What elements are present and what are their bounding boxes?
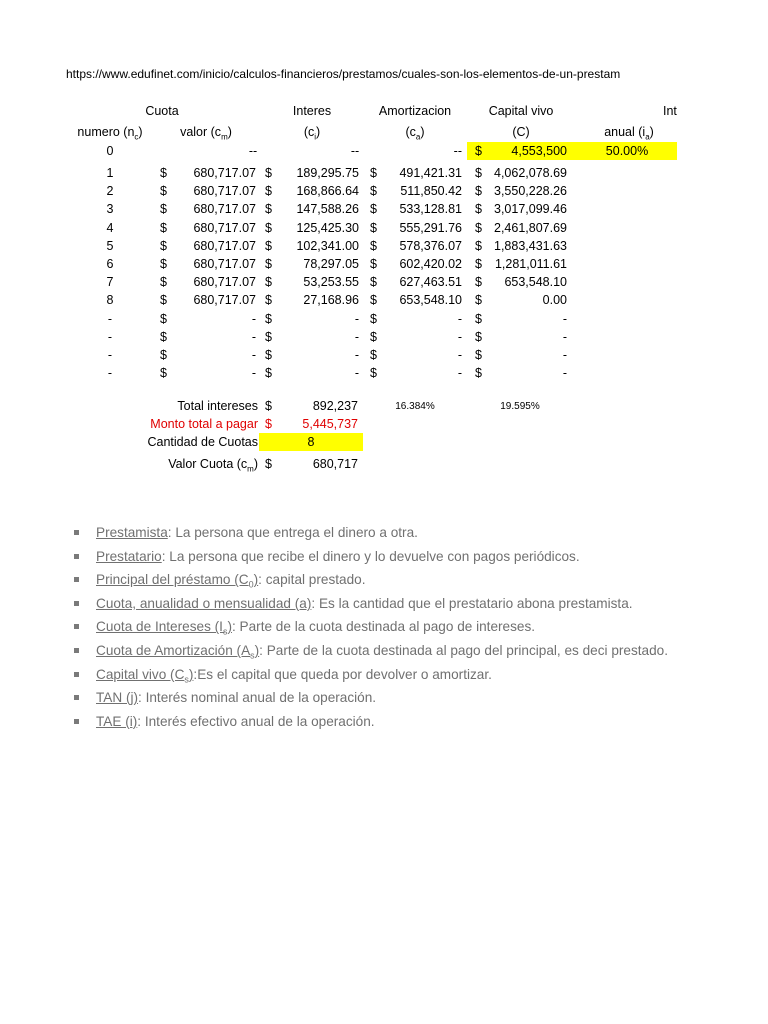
- row0-capital: 4,553,500: [511, 144, 567, 158]
- currency-sign: $: [265, 329, 272, 344]
- row-amortizacion: 491,421.31: [399, 166, 462, 180]
- definition-text: :Es el capital que queda por devolver o amortizar.: [193, 666, 492, 682]
- percent-1: 16.384%: [395, 401, 435, 412]
- source-url: https://www.edufinet.com/inicio/calculos-financieros/prestamos/cuales-son-los-elementos-de-un-prestam: [66, 67, 621, 81]
- definition-item: [72, 666, 678, 689]
- row-valor: 680,717.07: [193, 220, 256, 235]
- currency-sign: $: [265, 166, 272, 180]
- definition-term[interactable]: Cuota, anualidad o mensualidad (a): [96, 595, 312, 611]
- row-capital: 3,550,228.26: [494, 184, 567, 199]
- amortization-table: [0, 0, 678, 480]
- bullet-icon: [74, 648, 79, 653]
- row-amortizacion: 555,291.76: [399, 220, 462, 235]
- currency-sign: $: [475, 238, 482, 253]
- currency-sign: $: [265, 202, 272, 217]
- row-valor: 680,717.07: [193, 275, 256, 290]
- percent-2: 19.595%: [500, 401, 540, 412]
- currency-sign: $: [265, 275, 272, 290]
- row-valor: 680,717.07: [193, 166, 256, 180]
- currency-sign: $: [160, 348, 167, 362]
- row-number: 3: [106, 202, 114, 217]
- row0-number: 0: [106, 144, 114, 158]
- currency-sign: $: [475, 166, 482, 180]
- row-amortizacion: -: [457, 366, 462, 381]
- header-capital-vivo: Capital vivo: [488, 104, 554, 118]
- row-interes: 125,425.30: [296, 220, 359, 235]
- row-amortizacion: -: [457, 348, 462, 362]
- currency-sign: $: [370, 275, 377, 290]
- bullet-icon: [74, 719, 79, 724]
- row-capital: -: [562, 329, 567, 344]
- cantidad-cuotas: 8: [259, 433, 363, 451]
- currency-sign: $: [160, 257, 167, 271]
- definition-term[interactable]: Cuota de Intereses $(I_s)$: [96, 619, 232, 638]
- currency-sign: $: [475, 329, 482, 344]
- valor-cuota-label: Valor Cuota $(c_m)$: [168, 457, 258, 474]
- header-c: (C): [512, 125, 530, 139]
- row-number: 2: [106, 184, 114, 199]
- valor-cuota: 680,717: [312, 457, 358, 471]
- currency-sign: $: [160, 329, 167, 344]
- definition-term[interactable]: Prestamista: [96, 525, 168, 540]
- row-valor: 680,717.07: [193, 202, 256, 217]
- definition-text: : Parte de la cuota destinada al pago del principal, es deci prestado.: [259, 643, 669, 659]
- row-amortizacion: 533,128.81: [399, 202, 462, 217]
- row-interes: -: [354, 311, 359, 326]
- bullet-icon: [74, 577, 79, 582]
- currency-sign: $: [370, 184, 377, 199]
- currency-sign: $: [160, 366, 167, 381]
- currency-sign: $: [475, 311, 482, 326]
- currency-sign: $: [160, 220, 167, 235]
- bullet-icon: [74, 554, 79, 559]
- currency-sign: $: [370, 311, 377, 326]
- row0-rate: 50.00%: [577, 142, 677, 160]
- total-intereses-label: Total intereses: [177, 399, 258, 413]
- definition-item: [72, 713, 678, 736]
- header-valor: valor $(c_m)$: [180, 125, 232, 142]
- row-number: 1: [106, 166, 114, 180]
- currency-sign: $: [475, 275, 482, 290]
- row-number: -: [107, 329, 113, 344]
- currency-sign: $: [475, 202, 482, 217]
- definition-item: [72, 642, 678, 665]
- currency-sign: $: [160, 293, 167, 308]
- row-number: -: [107, 311, 113, 326]
- row-interes: 53,253.55: [303, 275, 359, 290]
- currency-sign: $: [265, 366, 272, 381]
- currency-sign: $: [265, 311, 272, 326]
- row-capital: -: [562, 311, 567, 326]
- row-number: 6: [106, 257, 114, 271]
- currency-sign: $: [475, 257, 482, 271]
- row-number: 7: [106, 275, 114, 290]
- currency-sign: $: [265, 220, 272, 235]
- currency-sign: $: [370, 202, 377, 217]
- row-valor: -: [251, 348, 256, 362]
- currency-sign: $: [370, 348, 377, 362]
- row-amortizacion: -: [457, 329, 462, 344]
- row-interes: 168,866.64: [296, 184, 359, 199]
- row-interes: 147,588.26: [296, 202, 359, 217]
- currency-sign: $: [160, 238, 167, 253]
- row-interes: 78,297.05: [303, 257, 359, 271]
- header-amortizacion: Amortizacion: [378, 104, 452, 118]
- definition-text: : Interés nominal anual de la operación.: [138, 690, 377, 706]
- row0-capital-cell: [467, 142, 577, 160]
- row-valor: -: [251, 366, 256, 381]
- total-intereses: 892,237: [312, 399, 358, 413]
- header-ci: $(c_i)$: [303, 125, 321, 142]
- currency-sign: $: [160, 311, 167, 326]
- bullet-icon: [74, 695, 79, 700]
- currency-sign: $: [475, 184, 482, 199]
- row-valor: 680,717.07: [193, 238, 256, 253]
- definitions-list: [72, 524, 678, 736]
- bullet-icon: [74, 624, 79, 629]
- row-capital: 4,062,078.69: [494, 166, 567, 180]
- row0-interes: --: [350, 144, 360, 158]
- row-interes: 27,168.96: [303, 293, 359, 308]
- currency-sign: $: [475, 348, 482, 362]
- header-numero: numero $(n_c)$: [77, 125, 143, 142]
- definition-term[interactable]: Principal del préstamo $(C_0)$: [96, 572, 259, 590]
- currency-sign: $: [370, 293, 377, 308]
- header-cuota: Cuota: [145, 104, 179, 118]
- currency-sign: $: [475, 293, 482, 308]
- row-amortizacion: 511,850.42: [400, 184, 462, 199]
- definition-term[interactable]: Capital vivo $(C_s)$: [96, 666, 194, 685]
- currency-sign: $: [265, 184, 272, 199]
- currency-sign: $: [160, 275, 167, 290]
- currency-sign: $: [265, 399, 272, 413]
- row-amortizacion: 602,420.02: [399, 257, 462, 271]
- currency-sign: $: [160, 166, 167, 180]
- currency-sign: $: [265, 348, 272, 362]
- bullet-icon: [74, 672, 79, 677]
- definition-term[interactable]: TAN (j): [96, 690, 139, 706]
- row-capital: 653,548.10: [504, 275, 567, 290]
- row-number: 8: [106, 293, 114, 308]
- row-interes: 189,295.75: [296, 166, 359, 180]
- header-int: Int: [663, 104, 677, 118]
- definition-term[interactable]: Prestatario: [96, 548, 162, 564]
- header-interes: Interes: [292, 104, 332, 118]
- row-number: -: [107, 348, 113, 362]
- currency-sign: $: [265, 417, 272, 431]
- definition-text: : Parte de la cuota destinada al pago de intereses.: [231, 619, 536, 635]
- row-valor: 680,717.07: [193, 257, 256, 271]
- definition-text: : Es la cantidad que el prestatario abona prestamista.: [311, 595, 633, 611]
- header-ca: $(c_a)$: [405, 125, 425, 142]
- definition-item: [72, 548, 678, 571]
- currency-sign: $: [160, 202, 167, 217]
- currency-sign: $: [475, 144, 482, 158]
- row-capital: 0.00: [542, 293, 567, 308]
- definition-text: : La persona que entrega el dinero a otra.: [167, 525, 418, 540]
- definition-term[interactable]: TAE (i): [96, 713, 138, 729]
- currency-sign: $: [370, 366, 377, 381]
- row-amortizacion: 578,376.07: [399, 238, 462, 253]
- definition-text: : capital prestado.: [258, 572, 366, 588]
- currency-sign: $: [265, 257, 272, 271]
- monto-total-label: Monto total a pagar: [150, 417, 258, 431]
- definition-item: [72, 618, 678, 641]
- definition-item: [72, 689, 678, 712]
- row0-valor: --: [248, 144, 258, 158]
- row-capital: -: [562, 348, 567, 362]
- currency-sign: $: [370, 329, 377, 344]
- row-valor: 680,717.07: [193, 184, 256, 199]
- bullet-icon: [74, 601, 79, 606]
- monto-total: 5,445,737: [302, 417, 358, 431]
- cantidad-cuotas-label: Cantidad de Cuotas: [147, 435, 258, 449]
- currency-sign: $: [475, 220, 482, 235]
- row-capital: 1,883,431.63: [494, 238, 567, 253]
- currency-sign: $: [475, 366, 482, 381]
- row-valor: -: [251, 329, 256, 344]
- row-interes: 102,341.00: [296, 238, 359, 253]
- currency-sign: $: [370, 238, 377, 253]
- definition-item: [72, 595, 678, 618]
- row-capital: 1,281,011.61: [494, 257, 567, 271]
- row-capital: -: [562, 366, 567, 381]
- definition-item: [72, 524, 678, 547]
- currency-sign: $: [160, 184, 167, 199]
- currency-sign: $: [265, 238, 272, 253]
- row-amortizacion: -: [457, 311, 462, 326]
- row0-amort: --: [453, 144, 462, 158]
- currency-sign: $: [370, 257, 377, 271]
- row-valor: -: [251, 311, 256, 326]
- currency-sign: $: [265, 457, 272, 471]
- row-capital: 3,017,099.46: [494, 202, 567, 217]
- definition-item: [72, 571, 678, 594]
- header-anual: anual $(i_a)$: [604, 125, 654, 142]
- definition-term[interactable]: Cuota de Amortización $(A_s)$: [96, 643, 260, 661]
- row-amortizacion: 653,548.10: [399, 293, 462, 308]
- row-valor: 680,717.07: [193, 293, 256, 308]
- row-number: 5: [106, 238, 114, 253]
- row-number: -: [107, 366, 113, 381]
- currency-sign: $: [265, 293, 272, 308]
- row-interes: -: [354, 366, 359, 381]
- row-interes: -: [354, 329, 359, 344]
- definition-text: : La persona que recibe el dinero y lo devuelve con pagos periódicos.: [161, 548, 580, 564]
- currency-sign: $: [370, 220, 377, 235]
- row-amortizacion: 627,463.51: [399, 275, 462, 290]
- row-interes: -: [354, 348, 359, 362]
- definition-text: : Interés efectivo anual de la operación.: [137, 713, 375, 729]
- row-capital: 2,461,807.69: [494, 220, 567, 235]
- bullet-icon: [74, 530, 79, 535]
- currency-sign: $: [370, 166, 377, 180]
- row-number: 4: [106, 220, 114, 235]
